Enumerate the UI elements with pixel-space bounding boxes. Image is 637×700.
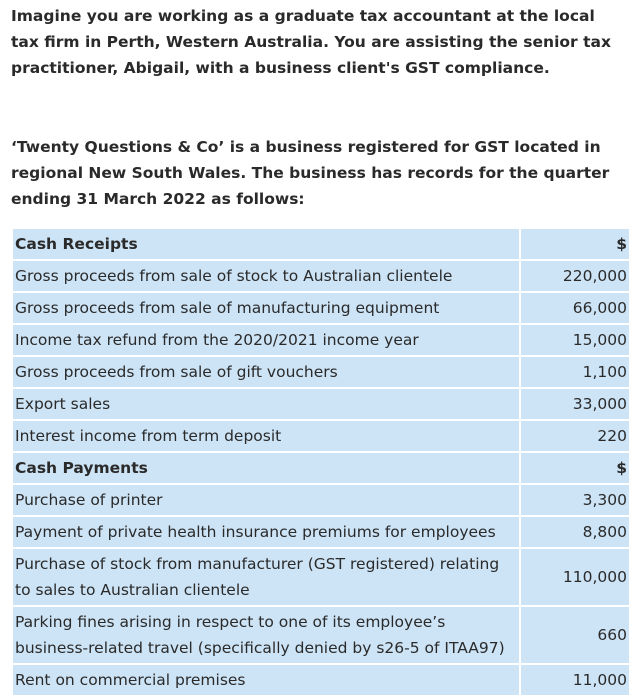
item-amount: 110,000 [521, 549, 629, 605]
item-amount: 11,000 [521, 665, 629, 695]
item-description: Gross proceeds from sale of manufacturing equipment [13, 293, 519, 323]
item-amount: 660 [521, 607, 629, 663]
table-row [13, 421, 629, 451]
item-amount: 220 [521, 421, 629, 451]
table-row [13, 549, 629, 605]
table-row [13, 607, 629, 663]
item-description: Income tax refund from the 2020/2021 income year [13, 325, 519, 355]
table-row [13, 389, 629, 419]
item-description: Gross proceeds from sale of gift vouchers [13, 357, 519, 387]
item-description: Gross proceeds from sale of stock to Australian clientele [13, 261, 519, 291]
item-amount: 66,000 [521, 293, 629, 323]
item-amount: 1,100 [521, 357, 629, 387]
intro-paragraph-scenario: Imagine you are working as a graduate tax accountant at the local tax firm in Perth, Western Australia. You are assisting the senior tax practitioner, Abigail, with a business client's GST compliance. [11, 7, 611, 77]
table-row [13, 485, 629, 515]
gst-records-body [13, 229, 629, 695]
table-row [13, 325, 629, 355]
item-description: Interest income from term deposit [13, 421, 519, 451]
item-description: Rent on commercial premises [13, 665, 519, 695]
section-title: Cash Payments [13, 453, 519, 483]
table-row [13, 261, 629, 291]
item-amount: 33,000 [521, 389, 629, 419]
table-section-header [13, 229, 629, 259]
item-amount: 3,300 [521, 485, 629, 515]
section-title: Cash Receipts [13, 229, 519, 259]
currency-header: $ [521, 453, 629, 483]
item-amount: 220,000 [521, 261, 629, 291]
item-amount: 15,000 [521, 325, 629, 355]
intro-paragraph-business: ‘Twenty Questions & Co’ is a business registered for GST located in regional New South Wales. The business has records for the quarter ending 31 March 2022 as follows: [11, 138, 610, 208]
item-description: Payment of private health insurance premiums for employees [13, 517, 519, 547]
item-amount: 8,800 [521, 517, 629, 547]
table-section-header [13, 453, 629, 483]
item-description: Export sales [13, 389, 519, 419]
item-description: Purchase of printer [13, 485, 519, 515]
table-row [13, 517, 629, 547]
table-row [13, 357, 629, 387]
gst-records-table [11, 227, 631, 697]
table-row [13, 665, 629, 695]
table-row [13, 293, 629, 323]
item-description: Parking fines arising in respect to one of its employee’s business-related travel (specifically denied by s26-5 of ITAA97) [13, 607, 519, 663]
item-description: Purchase of stock from manufacturer (GST registered) relating to sales to Australian clientele [13, 549, 519, 605]
currency-header: $ [521, 229, 629, 259]
